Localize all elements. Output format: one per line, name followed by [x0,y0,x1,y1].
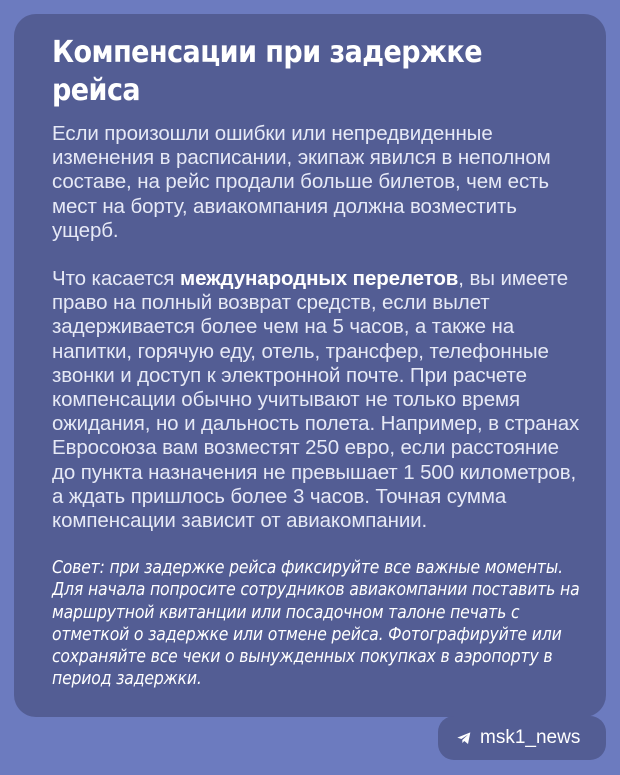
article-card [14,14,606,717]
paragraph-international [52,267,580,533]
article-title: Компенсации при задержке рейса [52,35,482,108]
paragraph-international-body: , вы имеете право на полный возврат средств, если вылет задерживается более чем на 5 часов, а также на напитки, горячую еду, отель, трансфер, телефонные звонки и доступ к электронной почте. При расчете компенсации обычно учитывают не только время ожидания, но и дальность полета. Например, в странах Евросоюза вам возместят 250 евро, если расстояние до пункта назначения не превышает 1 500 километров, а ждать пришлось более 3 часов. Точная сумма компенсации зависит от авиакомпании. [52,267,580,533]
paragraph-international-lead: Что касается [52,267,181,291]
channel-handle: msk1_news [480,727,581,748]
channel-badge[interactable] [438,716,606,760]
telegram-icon [456,730,472,746]
advice-text: Совет: при задержке рейса фиксируйте все важные моменты. Для начала попросите сотрудников авиакомпании поставить на маршрутной квитанции или посадочном талоне печать с отметкой о задержке или отмене рейса. Фотографируйте или сохраняйте все чеки о вынужденных покупках в аэропорту в период задержки. [52,557,580,690]
paragraph-international-highlight: международных перелетов [180,267,459,291]
paragraph-intro: Если произошли ошибки или непредвиденные изменения в расписании, экипаж явился в неполном составе, на рейс продали больше билетов, чем есть мест на борту, авиакомпания должна возместить ущерб. [52,122,551,242]
